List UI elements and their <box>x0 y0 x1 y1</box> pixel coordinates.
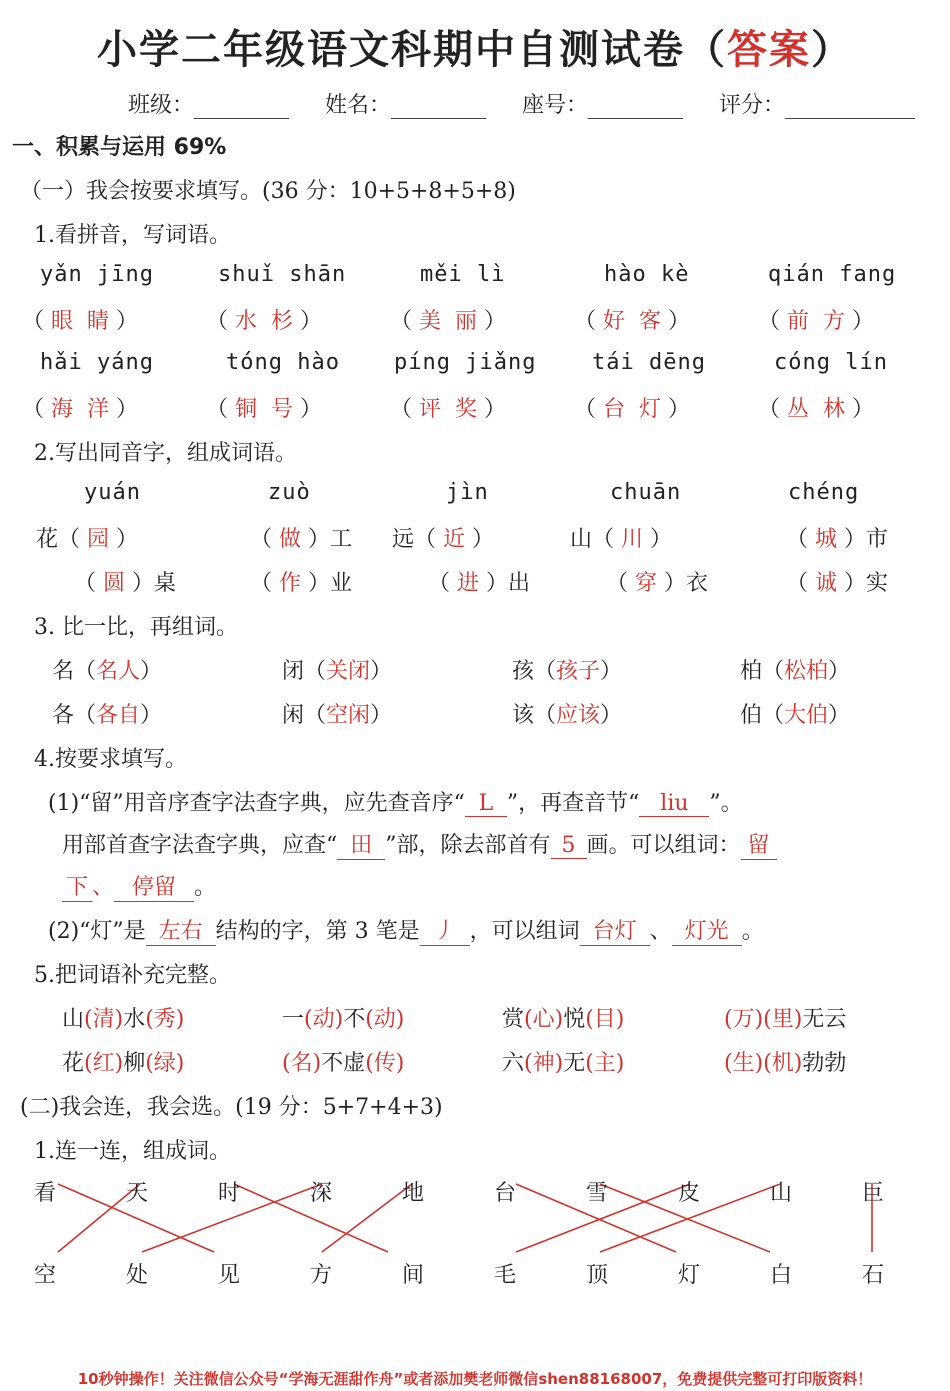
score-blank[interactable] <box>785 96 915 119</box>
q2-char: 工 <box>330 527 353 552</box>
class-label: 班级： <box>128 93 195 118</box>
q4-text: ”部，除去部首有 <box>385 833 551 858</box>
q2-pinyin: chéng <box>788 480 860 505</box>
match-top-char: 皮 <box>678 1181 701 1206</box>
q1-pinyin: píng jiǎng <box>394 350 537 375</box>
q3-item: 名（名人） <box>52 659 163 684</box>
q4-heading: 4.按要求填写。 <box>34 747 187 772</box>
answer-word: 孩子 <box>556 659 601 684</box>
q5-char: 花 <box>62 1051 85 1076</box>
q3-char: 孩 <box>512 659 535 684</box>
match-line <box>322 1184 412 1252</box>
q2-char: 市 <box>866 527 889 552</box>
match-top-char: 山 <box>770 1181 793 1206</box>
match-bottom-char: 间 <box>402 1263 425 1288</box>
q5-char: 勃勃 <box>802 1051 847 1076</box>
q1-answer-box: （ 铜 号 ） <box>206 397 323 422</box>
q3-char: 闭 <box>282 659 305 684</box>
answer-blank: 田 <box>337 828 385 860</box>
q1-pinyin: shuǐ shān <box>218 262 347 287</box>
match-top-char: 时 <box>218 1181 241 1206</box>
q3-char: 该 <box>512 703 535 728</box>
answer-char: 做 <box>279 527 302 552</box>
answer-char: (机) <box>763 1051 803 1076</box>
q4-line4 <box>48 914 764 946</box>
answer-char: (主) <box>585 1051 625 1076</box>
answer-char: 海 <box>51 397 74 422</box>
answer-char: 进 <box>457 571 480 596</box>
q4-text: (2)“灯”是 <box>48 919 146 944</box>
match-top-char: 巨 <box>862 1181 885 1206</box>
answer-char: 林 <box>823 397 846 422</box>
q5-char: 不虚 <box>321 1051 366 1076</box>
q4-text: ”，再查音节“ <box>506 791 640 816</box>
q5-char: 水 <box>123 1007 146 1032</box>
q2-item: （ 诚 ）实 <box>786 571 889 596</box>
q1-pinyin: tái dēng <box>592 350 706 375</box>
answer-char: 睛 <box>87 309 110 334</box>
seat-blank[interactable] <box>588 96 683 119</box>
answer-char: 穿 <box>635 571 658 596</box>
answer-char: 评 <box>419 397 442 422</box>
q4-text: 。 <box>194 875 217 900</box>
match-bottom-char: 见 <box>218 1263 241 1288</box>
answer-blank: 下 <box>62 870 92 902</box>
part2-heading: (二)我会连，我会选。(19 分：5+7+4+3) <box>20 1095 443 1120</box>
match-top-char: 看 <box>34 1181 57 1206</box>
answer-blank: 留 <box>741 828 777 860</box>
answer-char: 圆 <box>103 571 126 596</box>
q2-char: 远 <box>392 527 415 552</box>
answer-char: (万) <box>724 1007 764 1032</box>
answer-char: (名) <box>282 1051 322 1076</box>
q1-pinyin: tóng hào <box>226 350 340 375</box>
answer-word: 松柏 <box>784 659 829 684</box>
class-blank[interactable] <box>194 96 289 119</box>
match-bottom-char: 白 <box>770 1263 793 1288</box>
answer-char: (动) <box>365 1007 405 1032</box>
answer-blank: L <box>465 791 507 817</box>
q5-char: 山 <box>62 1007 85 1032</box>
match-bottom-char: 毛 <box>494 1263 517 1288</box>
q5-item <box>724 1046 846 1077</box>
q5-item <box>724 1002 846 1033</box>
q1-answer-box: （ 海 洋 ） <box>22 397 139 422</box>
q2-char: 山 <box>570 527 593 552</box>
answer-char: (神) <box>524 1051 564 1076</box>
name-label: 姓名： <box>325 93 392 118</box>
title-answer-label: 答案 <box>727 27 811 73</box>
answer-char: 城 <box>815 527 838 552</box>
q4-line1 <box>48 786 743 817</box>
q3-item: 该（应该） <box>512 703 623 728</box>
q2-pinyin: jìn <box>446 480 489 505</box>
q1-answer-box: （ 评 奖 ） <box>390 397 507 422</box>
answer-char: (传) <box>365 1051 405 1076</box>
match-top-char: 天 <box>126 1181 149 1206</box>
q3-item: 孩（孩子） <box>512 659 623 684</box>
q1-pinyin: qián fang <box>768 262 897 287</box>
answer-char: 前 <box>787 309 810 334</box>
match-top-char: 台 <box>494 1181 517 1206</box>
answer-char: (动) <box>304 1007 344 1032</box>
answer-blank: 5 <box>551 833 587 859</box>
answer-word: 各自 <box>96 703 141 728</box>
match-bottom-char: 灯 <box>678 1263 701 1288</box>
answer-blank: 丿 <box>420 914 470 946</box>
answer-char: (里) <box>763 1007 803 1032</box>
answer-char: (生) <box>724 1051 764 1076</box>
q4-text: 、 <box>649 919 672 944</box>
q1-answer-box: （ 好 客 ） <box>574 309 691 334</box>
q3-item: 伯（大伯） <box>740 703 851 728</box>
q5-item <box>62 1046 184 1077</box>
q1-pinyin: hǎi yáng <box>40 350 154 375</box>
answer-char: 灯 <box>639 397 662 422</box>
answer-blank: 台灯 <box>580 914 650 946</box>
answer-char: 好 <box>603 309 626 334</box>
q5-char: 赏 <box>502 1007 525 1032</box>
q2-pinyin: zuò <box>268 480 311 505</box>
part1-heading: （一）我会按要求填写。(36 分：10+5+8+5+8) <box>20 179 516 204</box>
answer-word: 关闭 <box>326 659 371 684</box>
answer-char: 方 <box>823 309 846 334</box>
q1-answer-box: （ 丛 林 ） <box>758 397 875 422</box>
q3-item: 柏（松柏） <box>740 659 851 684</box>
q4-text: ”。 <box>709 791 743 816</box>
q2-item: 花（ 园 ） <box>36 527 139 552</box>
q1-pinyin: měi lì <box>420 262 506 287</box>
q4-text: 。 <box>741 919 764 944</box>
q6-heading: 1.连一连，组成词。 <box>34 1139 231 1164</box>
q2-char: 实 <box>866 571 889 596</box>
q2-item: （ 进 ）出 <box>428 571 531 596</box>
header-fields <box>128 88 915 119</box>
answer-blank: 停留 <box>114 870 194 902</box>
q3-heading: 3. 比一比，再组词。 <box>34 615 238 640</box>
answer-char: 铜 <box>235 397 258 422</box>
answer-char: 号 <box>271 397 294 422</box>
match-bottom-char: 方 <box>310 1263 333 1288</box>
answer-char: 客 <box>639 309 662 334</box>
title-close: ） <box>811 27 853 73</box>
q4-line2 <box>62 828 777 860</box>
q3-char: 柏 <box>740 659 763 684</box>
q1-pinyin: hào kè <box>604 262 690 287</box>
answer-char: 眼 <box>51 309 74 334</box>
q5-char: 柳 <box>123 1051 146 1076</box>
answer-word: 名人 <box>96 659 141 684</box>
match-top-char: 深 <box>310 1181 333 1206</box>
answer-char: 水 <box>235 309 258 334</box>
answer-char: (心) <box>524 1007 564 1032</box>
answer-char: 奖 <box>455 397 478 422</box>
answer-char: 杉 <box>271 309 294 334</box>
q2-pinyin: chuān <box>610 480 682 505</box>
answer-word: 应该 <box>556 703 601 728</box>
q2-item: （ 城 ）市 <box>786 527 889 552</box>
answer-char: 台 <box>603 397 626 422</box>
answer-char: 诚 <box>815 571 838 596</box>
answer-char: (红) <box>84 1051 124 1076</box>
title-text: 小学二年级语文科期中自测试卷（ <box>97 27 727 73</box>
answer-word: 空闲 <box>326 703 371 728</box>
answer-char: 近 <box>443 527 466 552</box>
q2-char: 业 <box>330 571 353 596</box>
q2-item: （ 作 ）业 <box>250 571 353 596</box>
q5-heading: 5.把词语补充完整。 <box>34 963 231 988</box>
q5-item <box>62 1002 184 1033</box>
q3-char: 闲 <box>282 703 305 728</box>
match-bottom-char: 顶 <box>586 1263 609 1288</box>
q4-line3 <box>62 870 216 902</box>
q1-heading: 1.看拼音，写词语。 <box>34 223 231 248</box>
score-label: 评分： <box>719 93 786 118</box>
q2-item: 远（ 近 ） <box>392 527 495 552</box>
answer-blank: 左右 <box>146 914 216 946</box>
section1-heading: 一、积累与运用 69% <box>12 135 227 160</box>
q4-text: 画。可以组词： <box>586 833 741 858</box>
answer-char: 美 <box>419 309 442 334</box>
match-bottom-char: 空 <box>34 1263 57 1288</box>
q4-text: 用部首查字法查字典，应查“ <box>62 833 338 858</box>
answer-char: 作 <box>279 571 302 596</box>
q2-char: 花 <box>36 527 59 552</box>
answer-char: (清) <box>84 1007 124 1032</box>
q2-item: 山（ 川 ） <box>570 527 673 552</box>
q4-text: 、 <box>92 875 115 900</box>
q1-pinyin: cóng lín <box>774 350 888 375</box>
match-bottom-char: 处 <box>126 1263 149 1288</box>
answer-char: (秀) <box>145 1007 185 1032</box>
answer-char: 丽 <box>455 309 478 334</box>
q2-char: 衣 <box>686 571 709 596</box>
q5-item <box>282 1046 404 1077</box>
match-bottom-char: 石 <box>862 1263 885 1288</box>
q3-item: 各（各自） <box>52 703 163 728</box>
answer-char: (绿) <box>145 1051 185 1076</box>
answer-blank: 灯光 <box>672 914 742 946</box>
name-blank[interactable] <box>391 96 486 119</box>
q2-item: （ 做 ）工 <box>250 527 353 552</box>
q4-text: ，可以组词 <box>469 919 580 944</box>
q2-item: （ 圆 ）桌 <box>74 571 177 596</box>
q1-answer-box: （ 台 灯 ） <box>574 397 691 422</box>
match-top-char: 雪 <box>586 1181 609 1206</box>
q5-item <box>502 1046 624 1077</box>
q3-char: 各 <box>52 703 75 728</box>
q2-char: 桌 <box>154 571 177 596</box>
answer-char: 丛 <box>787 397 810 422</box>
footer-promo-text: 10秒钟操作！关注微信公众号“学海无涯甜作舟”或者添加樊老师微信shen88168007，免费提供完整可打印版资料！ <box>77 1370 873 1388</box>
q3-char: 名 <box>52 659 75 684</box>
q5-item <box>502 1002 624 1033</box>
q2-item: （ 穿 ）衣 <box>606 571 709 596</box>
q5-char: 无 <box>563 1051 586 1076</box>
q5-char: 不 <box>343 1007 366 1032</box>
match-top-char: 地 <box>402 1181 425 1206</box>
q5-char: 一 <box>282 1007 305 1032</box>
q1-answer-box: （ 美 丽 ） <box>390 309 507 334</box>
answer-char: 洋 <box>87 397 110 422</box>
q2-char: 出 <box>508 571 531 596</box>
q3-item: 闲（空闲） <box>282 703 393 728</box>
answer-word: 大伯 <box>784 703 829 728</box>
q5-char: 无云 <box>802 1007 847 1032</box>
q5-char: 六 <box>502 1051 525 1076</box>
q1-answer-box: （ 眼 睛 ） <box>22 309 139 334</box>
q4-text: (1)“留”用音序查字法查字典，应先查音序“ <box>48 791 465 816</box>
q5-char: 悦 <box>563 1007 586 1032</box>
q5-item <box>282 1002 404 1033</box>
q4-text: 结构的字，第 3 笔是 <box>215 919 420 944</box>
q2-heading: 2.写出同音字，组成词语。 <box>34 441 297 466</box>
q1-answer-box: （ 水 杉 ） <box>206 309 323 334</box>
answer-char: (目) <box>585 1007 625 1032</box>
page-title <box>0 18 950 75</box>
answer-blank: liu <box>639 791 709 817</box>
q3-char: 伯 <box>740 703 763 728</box>
answer-char: 园 <box>87 527 110 552</box>
q2-pinyin: yuán <box>84 480 141 505</box>
q1-pinyin: yǎn jīng <box>40 262 154 287</box>
answer-char: 川 <box>621 527 644 552</box>
seat-label: 座号： <box>522 93 589 118</box>
q1-answer-box: （ 前 方 ） <box>758 309 875 334</box>
q3-item: 闭（关闭） <box>282 659 393 684</box>
